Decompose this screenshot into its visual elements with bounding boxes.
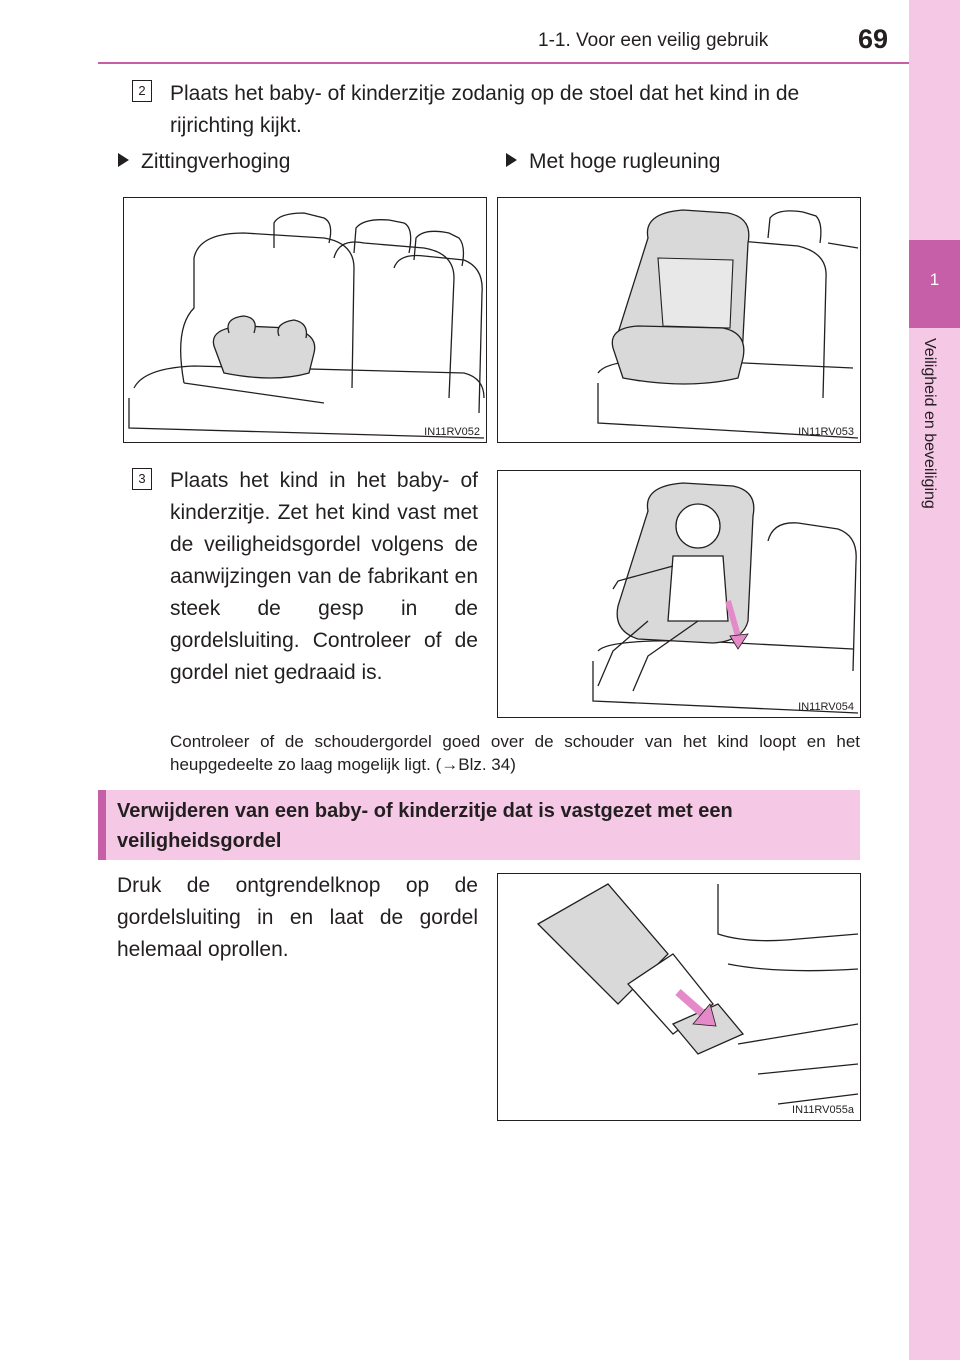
step-2-text: Plaats het baby- of kinderzitje zodanig op de stoel dat het kind in de rijrichting kijkt.	[170, 82, 800, 137]
removal-text: Druk de ontgrendelknop op de gordelsluiting in en laat de gordel helemaal oprollen.	[117, 874, 478, 961]
step-badge-2: 2	[132, 80, 152, 102]
triangle-bullet-icon	[118, 153, 129, 167]
chapter-sidebar	[909, 0, 960, 1360]
step-badge-3: 3	[132, 468, 152, 490]
chapter-title: Veiligheid en beveiliging	[921, 338, 938, 509]
section-heading: Verwijderen van een baby- of kinderzitje dat is vastgezet met een veiligheidsgordel	[117, 800, 733, 852]
option-booster	[118, 150, 290, 174]
header-rule	[98, 62, 910, 64]
triangle-bullet-icon	[506, 153, 517, 167]
figure-code: IN11RV052	[424, 426, 480, 438]
section-heading-accent	[98, 790, 106, 860]
figure-highback-seat	[497, 197, 861, 443]
figure-child-in-seat	[497, 470, 861, 718]
highback-seat-illustration	[498, 198, 861, 443]
booster-seat-illustration	[124, 198, 487, 443]
option-highback	[506, 150, 720, 174]
figure-booster-seat	[123, 197, 487, 443]
step-3-note: Controleer of de schoudergordel goed over de schouder van het kind loopt en het heupgedeelte zo laag mogelijk ligt. (→Blz. 34)	[170, 732, 860, 774]
figure-code: IN11RV054	[798, 701, 854, 713]
buckle-illustration	[498, 874, 861, 1121]
figure-buckle-release	[497, 873, 861, 1121]
page-number: 69	[858, 24, 889, 54]
child-seat-illustration	[498, 471, 861, 718]
option-highback-label: Met hoge rugleuning	[529, 150, 721, 173]
step-3-text: Plaats het kind in het baby- of kinderzitje. Zet het kind vast met de veiligheidsgordel volgens de aanwijzingen van de fabrikant en steek de gesp in de gordelsluiting. Controleer of de gordel niet gedraaid is.	[170, 469, 478, 684]
chapter-number: 1	[929, 270, 940, 289]
figure-code: IN11RV053	[798, 426, 854, 438]
option-booster-label: Zittingverhoging	[141, 150, 291, 173]
figure-code: IN11RV055a	[792, 1104, 854, 1116]
running-header: 1-1. Voor een veilig gebruik	[538, 30, 769, 51]
